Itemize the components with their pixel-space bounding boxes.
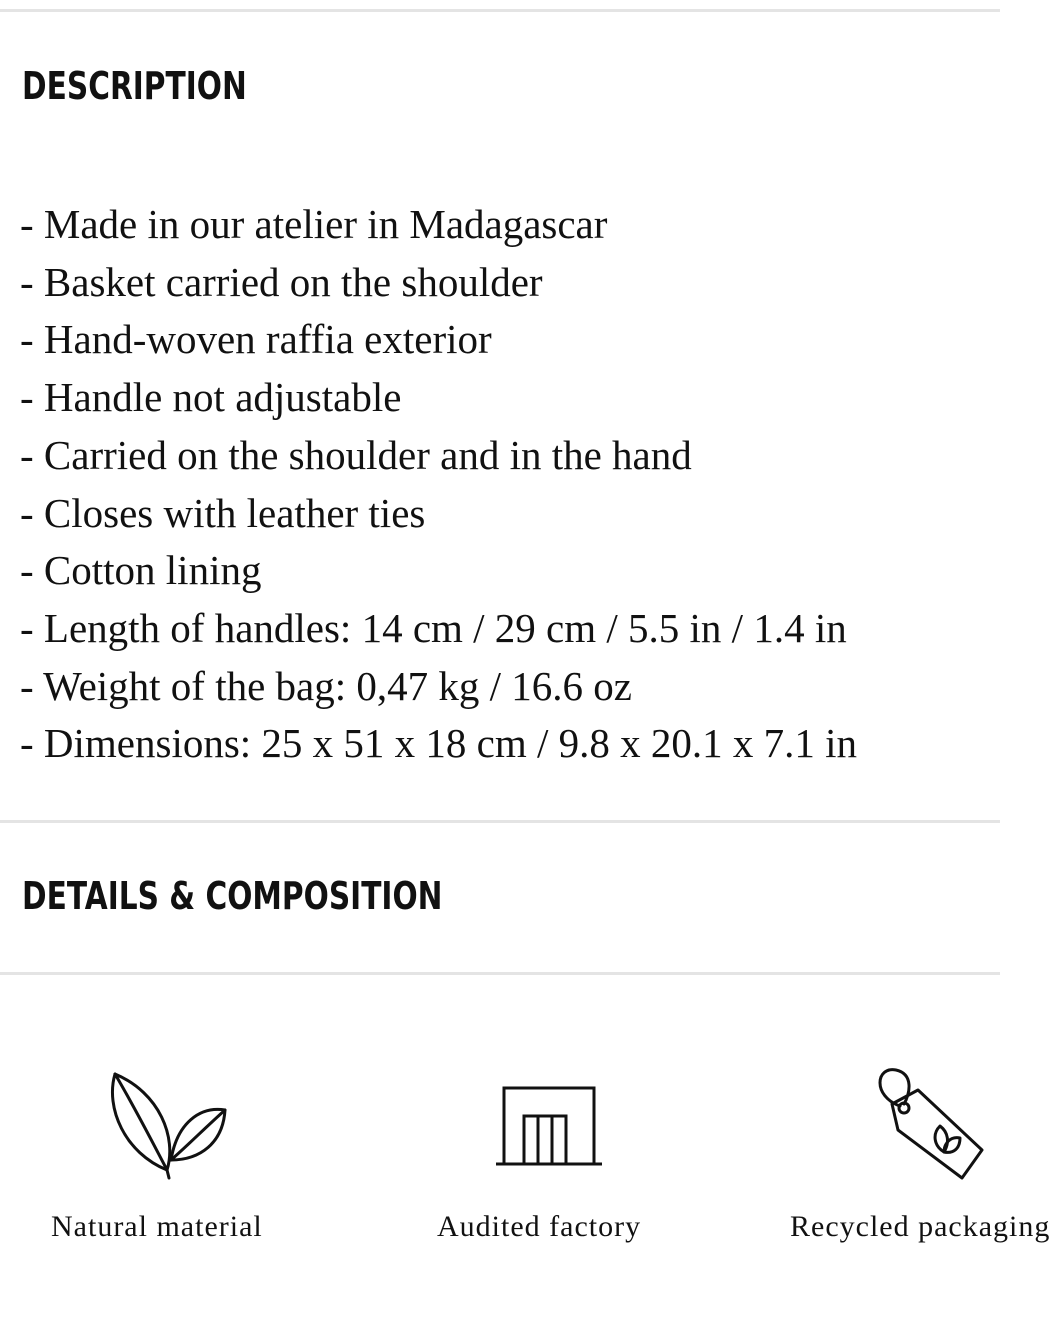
description-item: - Dimensions: 25 x 51 x 18 cm / 9.8 x 20.1 x 7.1 in <box>20 720 858 767</box>
description-item: - Made in our atelier in Madagascar <box>20 201 608 247</box>
description-item: - Closes with leather ties <box>20 489 426 536</box>
description-item: - Handle not adjustable <box>20 374 402 421</box>
feature-natural-material <box>0 1060 330 1270</box>
description-item: - Length of handles: 14 cm / 29 cm / 5.5 in / 1.4 in <box>20 604 847 651</box>
feature-audited-factory <box>400 1060 730 1270</box>
description-item: - Basket carried on the shoulder <box>20 258 543 305</box>
top-divider <box>0 9 1000 12</box>
description-list <box>20 196 857 773</box>
description-item: - Cotton lining <box>20 547 262 594</box>
feature-label: Natural material <box>51 1210 263 1243</box>
description-item: - Carried on the shoulder and in the hand <box>20 431 692 478</box>
description-item: - Weight of the bag: 0,47 kg / 16.6 oz <box>20 662 632 709</box>
leaves-icon <box>105 1068 245 1188</box>
feature-label: Recycled packaging <box>790 1210 1050 1243</box>
description-divider <box>0 820 1000 823</box>
feature-label: Audited factory <box>437 1210 642 1243</box>
tag-leaf-icon <box>870 1060 1000 1190</box>
description-item: - Hand-woven raffia exterior <box>20 316 492 363</box>
details-divider <box>0 972 1000 975</box>
factory-icon <box>494 1080 614 1180</box>
feature-recycled-packaging <box>770 1060 1050 1270</box>
description-heading[interactable]: DESCRIPTION <box>22 64 247 108</box>
details-heading[interactable]: DETAILS & COMPOSITION <box>22 874 443 918</box>
